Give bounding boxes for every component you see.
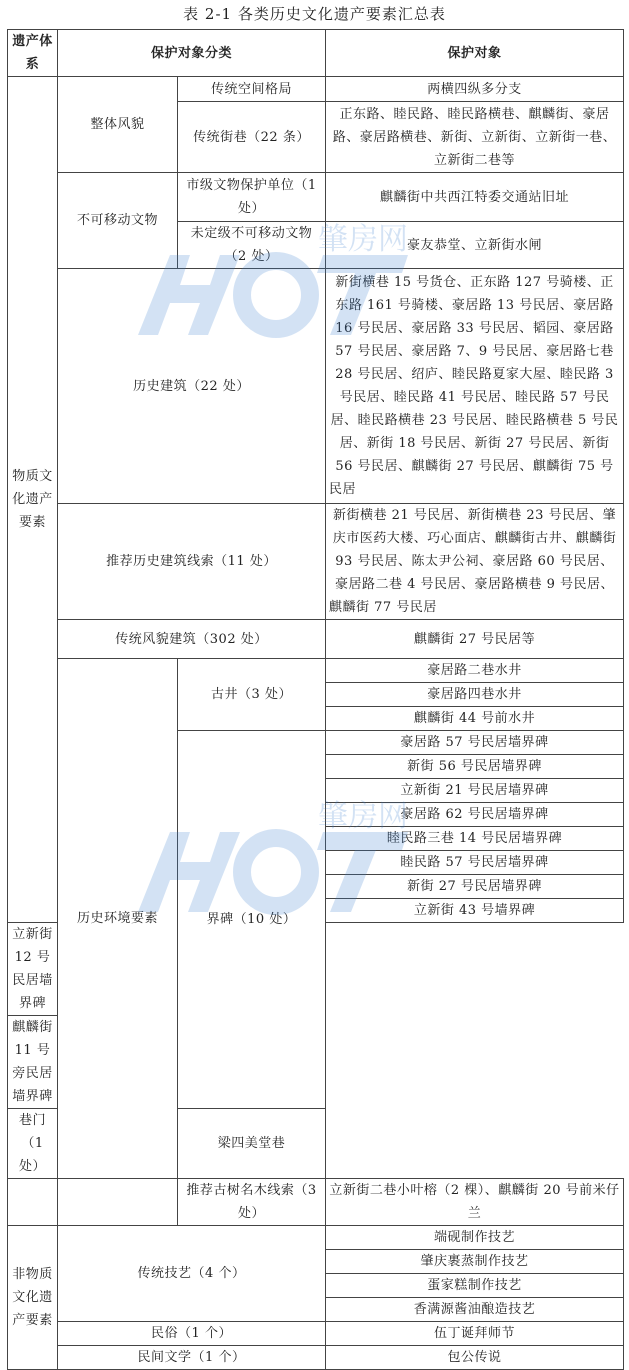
object-recommended: 新街横巷 21 号民居、新街横巷 23 号民居、肇庆市医药大楼、巧心面店、麒麟街古井、麒麟街 93 号民居、陈太尹公祠、豪居路 60 号民居、豪居路二巷 4 号民居、豪居路横巷 9 号民居、麒麟街 77 号民居 bbox=[326, 504, 624, 620]
table-row bbox=[8, 173, 624, 222]
category-literature: 民间文学（1 个） bbox=[58, 1346, 326, 1370]
table-row bbox=[8, 1346, 624, 1370]
object-city-relic: 麒麟街中共西江特委交通站旧址 bbox=[326, 173, 624, 222]
object-folk: 伍丁诞拜师节 bbox=[326, 1322, 624, 1346]
object-stele: 立新街 12 号民居墙界碑 bbox=[8, 923, 58, 1016]
table-title: 表 2-1 各类历史文化遗产要素汇总表 bbox=[183, 5, 446, 23]
category-folk: 民俗（1 个） bbox=[58, 1322, 326, 1346]
category-overall: 整体风貌 bbox=[58, 77, 178, 173]
heritage-summary-table bbox=[7, 29, 624, 1370]
header-system: 遗产体系 bbox=[8, 30, 58, 77]
category-crafts: 传统技艺（4 个） bbox=[58, 1226, 326, 1322]
subcategory-city-relic: 市级文物保护单位（1 处） bbox=[178, 173, 326, 222]
object-space: 两横四纵多分支 bbox=[326, 77, 624, 102]
subcategory-gate: 巷门（1 处） bbox=[8, 1109, 58, 1179]
subcategory-trees: 推荐古树名木线索（3 处） bbox=[178, 1179, 326, 1226]
object-craft: 端砚制作技艺 bbox=[326, 1226, 624, 1250]
object-undesignated: 豪友恭堂、立新街水闸 bbox=[326, 222, 624, 269]
table-row bbox=[8, 504, 624, 620]
subcategory-steles: 界碑（10 处） bbox=[178, 731, 326, 1109]
blank-cell bbox=[8, 1179, 58, 1226]
object-stele: 立新街 43 号墙界碑 bbox=[326, 899, 624, 923]
object-craft: 蛋家糕制作技艺 bbox=[326, 1274, 624, 1298]
watermark-text: 肇房网 bbox=[318, 799, 408, 834]
blank-cell bbox=[58, 1179, 178, 1226]
table-row bbox=[8, 1179, 624, 1226]
table-row bbox=[8, 1322, 624, 1346]
object-stele: 睦民路 57 号民居墙界碑 bbox=[326, 851, 624, 875]
watermark-text: 肇房网 bbox=[318, 222, 408, 257]
system-material: 物质文化遗产要素 bbox=[8, 77, 58, 923]
category-recommended: 推荐历史建筑线索（11 处） bbox=[58, 504, 326, 620]
object-well: 豪居路四巷水井 bbox=[326, 683, 624, 707]
header-object: 保护对象 bbox=[326, 30, 624, 77]
system-intangible: 非物质文化遗产要素 bbox=[8, 1226, 58, 1370]
object-well: 麒麟街 44 号前水井 bbox=[326, 707, 624, 731]
table-row bbox=[8, 620, 624, 659]
object-streets: 正东路、睦民路、睦民路横巷、麒麟街、豪居路、豪居路横巷、新街、立新街、立新街一巷、立新街二巷等 bbox=[326, 102, 624, 173]
table-row bbox=[8, 269, 624, 504]
table-row bbox=[8, 1226, 624, 1250]
object-stele: 睦民路三巷 14 号民居墙界碑 bbox=[326, 827, 624, 851]
object-literature: 包公传说 bbox=[326, 1346, 624, 1370]
category-traditional: 传统风貌建筑（302 处） bbox=[58, 620, 326, 659]
object-gate: 梁四美堂巷 bbox=[178, 1109, 326, 1179]
object-craft: 香满源酱油酿造技艺 bbox=[326, 1298, 624, 1322]
object-stele: 麒麟街 11 号旁民居墙界碑 bbox=[8, 1016, 58, 1109]
subcategory-undesignated: 未定级不可移动文物（2 处） bbox=[178, 222, 326, 269]
subcategory-streets: 传统街巷（22 条） bbox=[178, 102, 326, 173]
object-historic: 新街横巷 15 号货仓、正东路 127 号骑楼、正东路 161 号骑楼、豪居路 13 号民居、豪居路 16 号民居、豪居路 33 号民居、韬园、豪居路 57 号民居、豪居路 7、9 号民居、豪居路七巷 28 号民居、绍庐、睦民路夏家大屋、睦民路 3 号民居、睦民路 41 号民居、睦民路 57 号民居、睦民路横巷 23 号民居、睦民路横巷 5 号民居、新街 18 号民居、新街 27 号民居、新街 56 号民居、麒麟街 27 号民居、麒麟街 75 号民居 bbox=[326, 269, 624, 504]
object-stele: 立新街 21 号民居墙界碑 bbox=[326, 779, 624, 803]
header-row bbox=[8, 30, 624, 77]
subcategory-space: 传统空间格局 bbox=[178, 77, 326, 102]
object-stele: 新街 56 号民居墙界碑 bbox=[326, 755, 624, 779]
object-stele: 豪居路 62 号民居墙界碑 bbox=[326, 803, 624, 827]
category-historic: 历史建筑（22 处） bbox=[58, 269, 326, 504]
object-stele: 豪居路 57 号民居墙界碑 bbox=[326, 731, 624, 755]
category-immovable: 不可移动文物 bbox=[58, 173, 178, 269]
category-environment: 历史环境要素 bbox=[58, 659, 178, 1179]
table-row bbox=[8, 77, 624, 102]
header-category: 保护对象分类 bbox=[58, 30, 326, 77]
object-craft: 肇庆裹蒸制作技艺 bbox=[326, 1250, 624, 1274]
table-row bbox=[8, 659, 624, 683]
object-traditional: 麒麟街 27 号民居等 bbox=[326, 620, 624, 659]
subcategory-wells: 古井（3 处） bbox=[178, 659, 326, 731]
object-stele: 新街 27 号民居墙界碑 bbox=[326, 875, 624, 899]
object-well: 豪居路二巷水井 bbox=[326, 659, 624, 683]
object-trees: 立新街二巷小叶榕（2 棵）、麒麟街 20 号前米仔兰 bbox=[326, 1179, 624, 1226]
